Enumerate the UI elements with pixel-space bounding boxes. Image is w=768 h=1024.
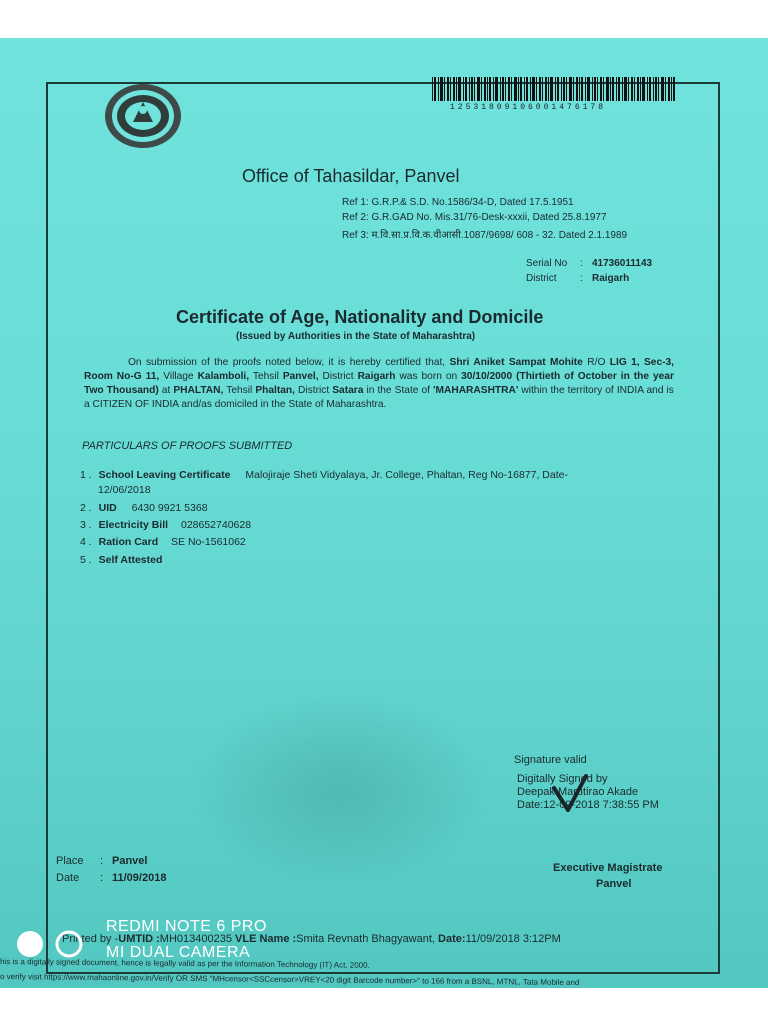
place-value: Panvel bbox=[112, 855, 148, 867]
camera-watermark-icon bbox=[14, 928, 94, 960]
printed-by-line: Printed by -UMTID :MH013400235 VLE Name :Smita Revnath Bhagyawant, Date:11/09/2018 3:12PM bbox=[62, 933, 561, 945]
signature-date: Date:12-09-2018 7:38:55 PM bbox=[517, 799, 659, 811]
legal-note: his is a digitally signed document, hence is legally valid as per the Information Technology (IT) Act, 2000. bbox=[0, 957, 370, 970]
reference-3: Ref 3: म.वि.सा.प्र.वि.क.वीआसी.1087/9698/ 608 - 32. Dated 2.1.1989 bbox=[342, 230, 628, 241]
proof-item-continued: 12/06/2018 bbox=[98, 484, 151, 496]
proof-item: 1 . School Leaving Certificate Malojiraje Sheti Vidyalaya, Jr. College, Phaltan, Reg No-16877, Date- bbox=[80, 469, 568, 481]
place-label: Place bbox=[56, 855, 84, 867]
proof-item: 5 . Self Attested bbox=[80, 554, 163, 566]
watermark-line-2: MI DUAL CAMERA bbox=[106, 944, 251, 961]
certificate-title: Certificate of Age, Nationality and Domicile bbox=[176, 307, 544, 327]
barcode-number: 12531809106001476178 bbox=[450, 103, 607, 112]
holder-name: Shri Aniket Sampat Mohite bbox=[449, 357, 583, 368]
executive-magistrate: Executive Magistrate bbox=[553, 862, 663, 874]
office-name: Office of Tahasildar, Panvel bbox=[242, 166, 460, 186]
proof-item: 2 . UID 6430 9921 5368 bbox=[80, 502, 208, 514]
proof-item: 4 . Ration Card SE No-1561062 bbox=[80, 536, 246, 548]
proofs-heading: PARTICULARS OF PROOFS SUBMITTED bbox=[82, 440, 293, 452]
signature-valid: Signature valid bbox=[514, 754, 587, 766]
date-of-birth: 30/10/2000 bbox=[461, 371, 513, 382]
district-label: District bbox=[526, 273, 557, 284]
district-value: Raigarh bbox=[592, 273, 630, 284]
serial-value: 41736011143 bbox=[592, 258, 653, 269]
reference-1: Ref 1: G.R.P.& S.D. No.1586/34-D, Dated 17.5.1951 bbox=[342, 197, 574, 208]
certificate-subtitle: (Issued by Authorities in the State of Maharashtra) bbox=[236, 331, 476, 342]
date-value: 11/09/2018 bbox=[112, 872, 167, 884]
serial-label: Serial No bbox=[526, 258, 568, 269]
reference-2: Ref 2: G.R.GAD No. Mis.31/76-Desk-xxxii, Dated 25.8.1977 bbox=[342, 212, 607, 223]
watermark-line-1: REDMI NOTE 6 PRO bbox=[106, 918, 267, 935]
certificate-body: On submission of the proofs noted below, it is hereby certified that, Shri Aniket Sampat Mohite R/O LIG 1, Sec-3, Room No-G 11, Village Kalamboli, Tehsil Panvel, District Raigarh was born on 30/10/2000 (Thirtieth of October in the year Two Thousand) at PHALTAN, Tehsil Phaltan, District Satara in the State of 'MAHARASHTRA' within the territory of INDIA and is a CITIZEN OF INDIA and/as domiciled in the State of Maharashtra. bbox=[84, 357, 675, 410]
maharashtra-seal-icon bbox=[103, 82, 183, 150]
signature-check-icon bbox=[552, 774, 588, 814]
signature-line-1: Digitally Signed by bbox=[517, 773, 608, 785]
barcode-image bbox=[432, 77, 677, 101]
signature-line-2: Deepak Marutirao Akade bbox=[517, 786, 639, 798]
date-label: Date bbox=[56, 872, 80, 884]
proof-item: 3 . Electricity Bill 028652740628 bbox=[80, 519, 252, 531]
executive-place: Panvel bbox=[596, 878, 632, 890]
verify-note: o verify visit https://www.mahaonline.gov.in/Verify OR SMS "MHcensor<SSCcensor>VREY<20 digit Barcode number>" to 166 from a BSNL, MTNL, Tata Mobile and bbox=[0, 972, 580, 988]
camera-shadow bbox=[190, 690, 490, 890]
